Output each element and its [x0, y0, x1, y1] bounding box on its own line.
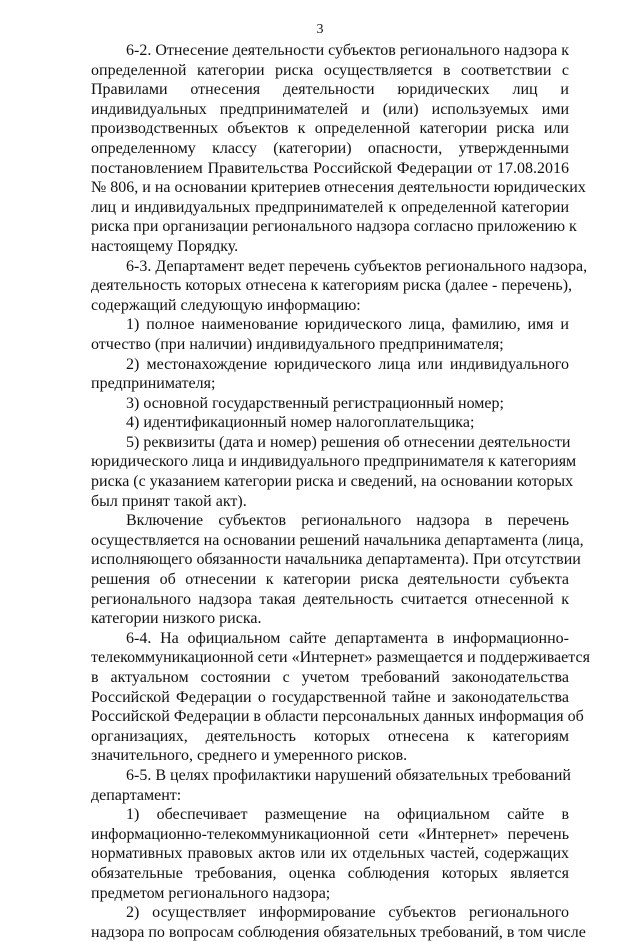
text-line: 3) основной государственный регистрационный номер;: [126, 394, 504, 412]
text-line: юридического лица и индивидуального предпринимателя к категориям: [91, 453, 577, 471]
paragraph: [91, 315, 569, 354]
text-line: Включение субъектов регионального надзора в перечень: [126, 512, 569, 530]
text-line: индивидуальных предпринимателей и (или) используемых ими: [91, 100, 569, 118]
text-line: 1) полное наименование юридического лица, фамилию, имя и: [126, 316, 569, 334]
text-line: 6-4. На официальном сайте департамента в информационно-: [126, 629, 569, 647]
text-line: 2) осуществляет информирование субъектов регионального: [126, 904, 569, 922]
paragraph: [91, 629, 590, 766]
text-line: телекоммуникационной сети «Интернет» размещается и поддерживается: [91, 649, 590, 667]
paragraph: [91, 511, 584, 629]
text-line: определенной категории риска осуществляется в соответствии с: [91, 61, 569, 79]
text-line: 4) идентификационный номер налогоплательщика;: [126, 414, 475, 432]
text-line: в актуальном состоянии с учетом требований законодательства: [91, 669, 569, 686]
text-line: организациях, деятельность которых отнесена к категориям: [91, 727, 569, 745]
paragraph: [91, 394, 569, 414]
text-line: риска при организации регионального надзора согласно приложению к: [91, 218, 577, 236]
text-line: Правилами отнесения деятельности юридических лиц и: [91, 81, 569, 99]
text-line: нормативных правовых актов или их отдельных частей, содержащих: [91, 845, 569, 863]
text-line: № 806, и на основании критериев отнесения деятельности юридических: [91, 179, 586, 197]
paragraph: [91, 41, 586, 257]
text-line: лиц и индивидуальных предпринимателей к определенной категории: [91, 198, 569, 216]
text-line: риска (с указанием категории риска и сведений, на основании которых: [91, 473, 574, 491]
text-line: определенному классу (категории) опасности, утвержденными: [91, 139, 569, 157]
text-line: решения об отнесении к категории риска деятельности субъекта: [91, 571, 569, 589]
text-line: настоящему Порядку.: [91, 237, 239, 255]
text-line: надзора по вопросам соблюдения обязательных требований, в том числе: [91, 923, 586, 941]
text-line: 6-2. Отнесение деятельности субъектов регионального надзора к: [126, 42, 569, 59]
paragraph: [91, 433, 577, 511]
paragraph: [91, 903, 586, 942]
text-line: Российской Федерации в области персональных данных информация об: [91, 708, 584, 726]
paragraph: [91, 355, 569, 394]
text-line: значительного, среднего и умеренного рисков.: [91, 747, 408, 765]
page-number: 3: [316, 22, 324, 37]
text-line: производственных объектов к определенной категории риска или: [91, 120, 569, 138]
text-line: осуществляется на основании решений начальника департамента (лица,: [91, 531, 584, 549]
text-line: информационно-телекоммуникационной сети «Интернет» перечень: [91, 825, 569, 843]
text-line: обязательные требования, оценка соблюдения которых является: [91, 864, 569, 882]
paragraph: [91, 766, 569, 805]
paragraph: [91, 413, 569, 433]
paragraph: [91, 257, 588, 316]
text-line: департамент:: [91, 786, 182, 804]
text-line: содержащий следующую информацию:: [91, 296, 361, 314]
text-line: 1) обеспечивает размещение на официальном сайте в: [126, 806, 569, 824]
document-body: [91, 41, 590, 942]
paragraph: [91, 805, 569, 903]
text-line: 5) реквизиты (дата и номер) решения об отнесении деятельности: [126, 433, 571, 451]
text-line: был принят такой акт).: [91, 492, 247, 510]
text-line: 6-5. В целях профилактики нарушений обязательных требований: [126, 766, 571, 784]
text-line: деятельность которых отнесена к категориям риска (далее - перечень),: [91, 277, 573, 295]
text-line: отчество (при наличии) индивидуального предпринимателя;: [91, 335, 504, 353]
text-line: предметом регионального надзора;: [91, 884, 331, 902]
text-line: 6-3. Департамент ведет перечень субъектов регионального надзора,: [126, 257, 588, 275]
text-line: исполняющего обязанности начальника департамента). При отсутствии: [91, 551, 581, 569]
text-line: предпринимателя;: [91, 375, 216, 393]
text-line: Российской Федерации о государственной тайне и законодательства: [91, 688, 569, 706]
text-line: 2) местонахождение юридического лица или индивидуального: [126, 355, 569, 373]
text-line: постановлением Правительства Российской Федерации от 17.08.2016: [91, 159, 569, 177]
text-line: регионального надзора такая деятельность считается отнесенной к: [91, 590, 569, 608]
text-line: категории низкого риска.: [91, 610, 262, 628]
